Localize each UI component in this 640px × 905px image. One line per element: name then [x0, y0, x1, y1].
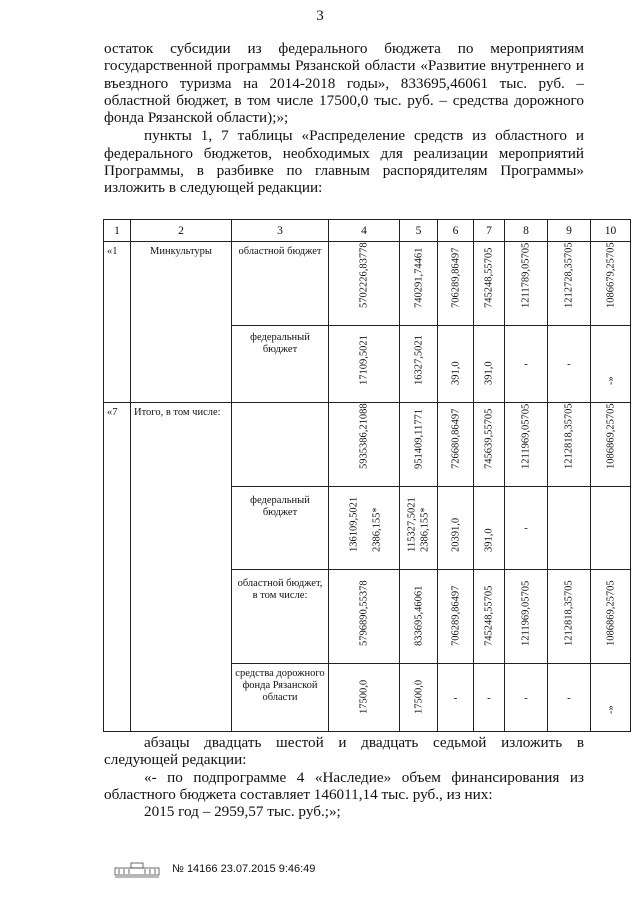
after-table-paragraph — [104, 734, 584, 820]
header-cell: 7 — [474, 220, 505, 242]
table-cell — [548, 570, 591, 664]
cell-value: 1086679,25705 — [605, 242, 616, 308]
row-name: Итого, в том числе: — [131, 403, 232, 732]
cell-value: 706289,86497 — [450, 585, 461, 646]
table-cell — [438, 242, 474, 326]
cell-value: - — [524, 522, 528, 534]
cell-value: - — [524, 691, 528, 704]
table-cell — [400, 403, 438, 487]
table-cell — [474, 487, 505, 570]
sub-label: областной бюджет — [232, 242, 329, 326]
header-cell: 3 — [232, 220, 329, 242]
table-cell — [591, 242, 631, 326]
header-cell: 1 — [104, 220, 131, 242]
cell-value: 951409,11771 — [413, 409, 424, 469]
cell-value: 745248,55705 — [483, 585, 495, 646]
sub-label: областной бюджет, в том числе: — [232, 570, 329, 664]
table-cell — [591, 664, 631, 732]
table-cell — [505, 664, 548, 732]
document-footer — [113, 860, 315, 878]
table-cell — [591, 487, 631, 570]
table-cell — [505, 487, 548, 570]
intro-paragraph — [104, 40, 584, 197]
cell-value: 17500,0 — [358, 679, 370, 714]
table-cell — [505, 570, 548, 664]
cell-value: 391,0 — [450, 361, 461, 385]
cell-value: 1212818,35705 — [563, 403, 575, 469]
table-cell — [400, 570, 438, 664]
table-cell — [438, 403, 474, 487]
header-cell: 9 — [548, 220, 591, 242]
cell-value: 20391,0 — [450, 517, 461, 552]
cell-value-extra: 2386,155* — [419, 507, 431, 552]
quote-line-2: 2015 год – 2959,57 тыс. руб.;»; — [144, 803, 341, 821]
cell-value: - — [453, 691, 458, 704]
cell-value: 136109,5021 — [348, 496, 359, 552]
table-cell — [400, 664, 438, 732]
cell-value: 1211789,05705 — [520, 242, 532, 308]
cell-value: 391,0 — [483, 528, 495, 552]
distribution-table — [103, 219, 631, 732]
cell-value: 706289,86497 — [450, 247, 461, 308]
table-cell — [505, 403, 548, 487]
table-row — [104, 242, 631, 326]
cell-value: 17500,0 — [413, 679, 424, 714]
table-cell — [591, 570, 631, 664]
cell-value: 1086869,25705 — [605, 403, 616, 469]
cell-value: 726680,86497 — [450, 408, 461, 469]
cell-value: 1212728,35705 — [563, 242, 575, 308]
page-number: 3 — [316, 8, 324, 24]
document-datetime: 23.07.2015 9:46:49 — [220, 862, 316, 875]
points-intro-text: пункты 1, 7 таблицы «Распределение средств из областного и федерального бюджетов, необходимых для реализации мероприятий Программы, в разбивке по главным распорядителям Программы» изложить в следующей редакции: — [104, 127, 584, 197]
cell-value: 833695,46061 — [413, 585, 424, 646]
row-number: «1 — [104, 242, 131, 403]
table-cell — [400, 326, 438, 403]
cell-value: 5935386,21088 — [358, 403, 370, 469]
cell-value: 1212818,35705 — [563, 580, 575, 646]
table-cell — [329, 242, 400, 326]
cell-value: 1086869,25705 — [605, 580, 616, 646]
table-cell — [329, 570, 400, 664]
table-cell — [591, 403, 631, 487]
table-cell — [474, 403, 505, 487]
cell-value: - — [567, 358, 571, 370]
header-cell: 10 — [591, 220, 631, 242]
table-cell — [329, 326, 400, 403]
table-cell — [505, 242, 548, 326]
cell-value: 740291,74461 — [413, 247, 424, 308]
sub-label: федеральный бюджет — [232, 487, 329, 570]
table-header-row — [104, 220, 631, 242]
row-name: Минкультуры — [131, 242, 232, 403]
cell-value: 16327,5021 — [413, 335, 424, 385]
cell-value: - — [524, 358, 528, 370]
cell-value: -» — [605, 376, 616, 385]
document-id: 14166 — [186, 862, 218, 875]
table-cell — [438, 487, 474, 570]
sub-label: средства дорожного фонда Рязанской области — [232, 664, 329, 732]
table-cell — [474, 326, 505, 403]
header-cell: 5 — [400, 220, 438, 242]
table-cell — [548, 403, 591, 487]
intro-text: остаток субсидии из федерального бюджета по мероприятиям государственной программы Рязанской области «Развитие внутреннего и въездного туризма на 2014-2018 годы», 833695,46061 тыс. руб. – областной бюджет, в том числе 17500,0 тыс. руб. – средства дорожного фонда Рязанской области);»; — [104, 40, 584, 127]
cell-value: 391,0 — [483, 361, 495, 385]
table-cell — [591, 326, 631, 403]
cell-value: 745639,55705 — [483, 408, 495, 469]
table-cell — [548, 664, 591, 732]
table-cell — [400, 242, 438, 326]
table-cell — [548, 242, 591, 326]
table-cell — [548, 326, 591, 403]
table-cell — [474, 664, 505, 732]
cell-value: 115327,5021 — [406, 497, 418, 552]
table-cell — [474, 570, 505, 664]
header-cell: 8 — [505, 220, 548, 242]
sub-label — [232, 403, 329, 487]
cell-value: 1211969,05705 — [520, 580, 532, 646]
header-cell: 4 — [329, 220, 400, 242]
row-number: «7 — [104, 403, 131, 732]
table-cell — [400, 487, 438, 570]
table-cell — [438, 664, 474, 732]
government-building-logo-icon — [113, 860, 161, 878]
cell-value: - — [487, 691, 491, 704]
cell-value-extra: 2386,155* — [371, 507, 383, 552]
number-sign: № — [172, 862, 184, 875]
table-cell — [438, 326, 474, 403]
header-cell: 6 — [438, 220, 474, 242]
cell-value: 5702226,83778 — [358, 242, 370, 308]
cell-value: 5796890,55378 — [358, 580, 370, 646]
table-cell — [329, 664, 400, 732]
cell-value: -» — [605, 705, 616, 714]
table-cell — [438, 570, 474, 664]
sub-label: федеральный бюджет — [232, 326, 329, 403]
cell-value: 17109,5021 — [358, 335, 370, 385]
table-row — [104, 403, 631, 487]
table-cell — [505, 326, 548, 403]
header-cell: 2 — [131, 220, 232, 242]
table-cell — [474, 242, 505, 326]
quote-line-1: «- по подпрограмме 4 «Наследие» объем финансирования из областного бюджета составляет 146011,14 тыс. руб., из них: — [104, 768, 584, 803]
cell-value: 1211969,05705 — [520, 403, 532, 469]
cell-value: - — [567, 691, 571, 704]
cell-value: 745248,55705 — [483, 247, 495, 308]
after-table-text: абзацы двадцать шестой и двадцать седьмой изложить в следующей редакции: — [104, 734, 584, 769]
table-cell — [329, 487, 400, 570]
table-cell — [548, 487, 591, 570]
table-cell — [329, 403, 400, 487]
